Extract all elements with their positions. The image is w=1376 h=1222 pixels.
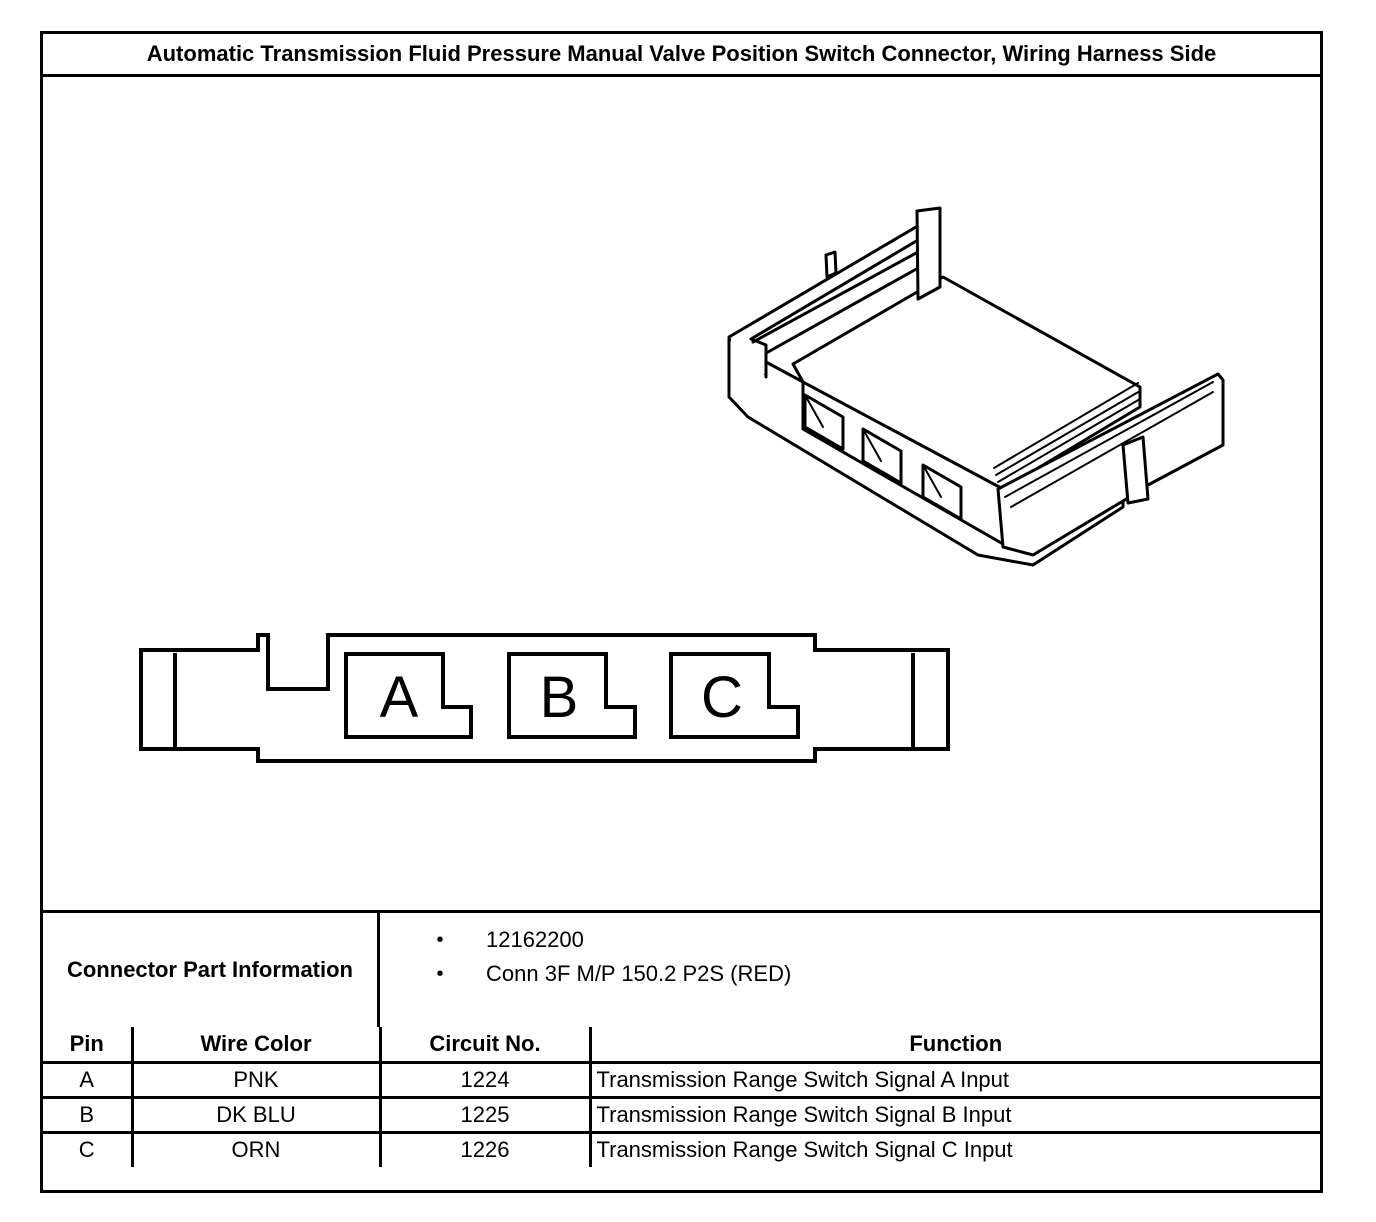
wire-color-cell: DK BLU [132, 1097, 380, 1132]
cavity-label-b: B [539, 665, 579, 730]
header-circuit-no: Circuit No. [380, 1027, 590, 1062]
header-wire-color: Wire Color [132, 1027, 380, 1062]
header-function: Function [590, 1027, 1320, 1062]
table-row [43, 1132, 1320, 1167]
function-cell: Transmission Range Switch Signal C Input [590, 1132, 1320, 1167]
table-row [43, 1062, 1320, 1097]
connector-3d-view [729, 208, 1223, 565]
bullet-icon: • [436, 962, 444, 985]
part-info-list [380, 913, 791, 1027]
connector-part-info [43, 910, 1320, 1027]
wire-color-cell: ORN [132, 1132, 380, 1167]
part-info-label: Connector Part Information [43, 913, 380, 1027]
pinout-table [43, 1027, 1320, 1167]
pin-cell: A [43, 1062, 132, 1097]
bullet-icon: • [436, 928, 444, 951]
wire-color-cell: PNK [132, 1062, 380, 1097]
circuit-cell: 1225 [380, 1097, 590, 1132]
table-row [43, 1097, 1320, 1132]
connector-illustration [43, 77, 1320, 911]
function-cell: Transmission Range Switch Signal A Input [590, 1062, 1320, 1097]
table-header-row [43, 1027, 1320, 1062]
connector-sheet [40, 31, 1323, 1193]
diagram-title: Automatic Transmission Fluid Pressure Manual Valve Position Switch Connector, Wiring Harness Side [43, 34, 1320, 77]
part-info-item [380, 923, 791, 957]
circuit-cell: 1226 [380, 1132, 590, 1167]
pin-cell: B [43, 1097, 132, 1132]
cavity-label-a: A [379, 665, 419, 730]
connector-description: Conn 3F M/P 150.2 P2S (RED) [486, 961, 792, 986]
part-number: 12162200 [486, 927, 584, 952]
header-pin: Pin [43, 1027, 132, 1062]
pin-cell: C [43, 1132, 132, 1167]
connector-drawing [43, 77, 1320, 911]
cavity-label-c: C [701, 665, 743, 730]
part-info-item [380, 957, 791, 991]
circuit-cell: 1224 [380, 1062, 590, 1097]
function-cell: Transmission Range Switch Signal B Input [590, 1097, 1320, 1132]
